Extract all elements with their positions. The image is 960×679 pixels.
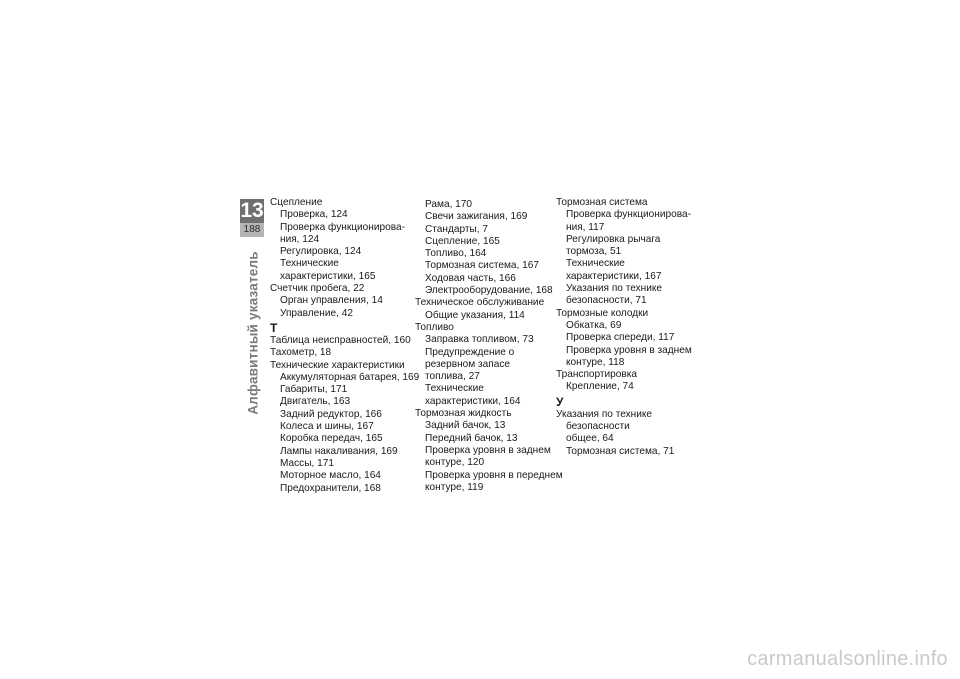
index-subentry: Предупреждение о [425, 346, 515, 358]
index-entry: Тормозная жидкость [415, 408, 512, 420]
index-subentry: Массы, 171 [280, 457, 334, 469]
index-subentry: Проверка уровня в заднем [425, 444, 551, 456]
watermark-text: carmanualsonline.info [747, 648, 948, 670]
index-subentry: Проверка уровня в переднем [425, 469, 563, 481]
index-subentry: Электрооборудование, 168 [425, 285, 553, 297]
index-subentry: Технические [425, 383, 484, 395]
index-subentry: Аккумуляторная батарея, 169 [280, 371, 420, 383]
index-subentry: Заправка топливом, 73 [425, 334, 534, 346]
page-number: 188 [240, 223, 264, 237]
index-subentry: Предохранители, 168 [280, 482, 381, 494]
index-subentry: Проверка функционирова- [280, 221, 405, 233]
index-column-1 [270, 197, 420, 495]
index-subentry: безопасности [566, 421, 630, 433]
index-subentry: тормоза, 51 [566, 246, 622, 258]
index-subentry: Передний бачок, 13 [425, 432, 518, 444]
chapter-tab [240, 199, 264, 237]
index-subentry: безопасности, 71 [566, 295, 647, 307]
index-subentry: характеристики, 165 [280, 270, 376, 282]
index-subentry: Указания по технике [566, 283, 663, 295]
index-subentry: Проверка уровня в заднем [566, 344, 692, 356]
index-entry: Счетчик пробега, 22 [270, 283, 365, 295]
index-subentry: Габариты, 171 [280, 384, 348, 396]
index-subentry: ния, 124 [280, 233, 320, 245]
index-entry: Технические характеристики [270, 359, 405, 371]
index-subentry: характеристики, 164 [425, 395, 521, 407]
index-entry: Тормозные колодки [556, 307, 649, 319]
index-subentry: Регулировка, 124 [280, 246, 362, 258]
index-subentry: Тормозная система, 167 [425, 260, 539, 272]
section-title-vertical: Алфавитный указатель [245, 251, 261, 415]
index-subentry: Сцепление, 165 [425, 235, 500, 247]
index-letter-heading: У [556, 394, 564, 409]
index-subentry: Моторное масло, 164 [280, 470, 381, 482]
index-letter-heading: Т [270, 320, 278, 335]
chapter-number: 13 [240, 199, 264, 222]
index-subentry: Задний бачок, 13 [425, 420, 506, 432]
index-subentry: Задний редуктор, 166 [280, 408, 382, 420]
index-subentry: Стандарты, 7 [425, 223, 488, 235]
index-subentry: Ходовая часть, 166 [425, 272, 516, 284]
index-column-3 [556, 197, 698, 458]
index-subentry: Технические [280, 258, 339, 270]
index-subentry: общее, 64 [566, 433, 614, 445]
index-entry: Сцепление [270, 197, 323, 208]
index-entry: Тахометр, 18 [270, 347, 332, 359]
index-subentry: Колеса и шины, 167 [280, 421, 374, 433]
index-subentry: Общие указания, 114 [425, 309, 525, 321]
index-entry: Тормозная система [556, 197, 648, 208]
index-subentry: Управление, 42 [280, 307, 353, 319]
index-entry: Таблица неисправностей, 160 [270, 334, 411, 346]
index-subentry: характеристики, 167 [566, 270, 662, 282]
index-subentry: Проверка спереди, 117 [566, 332, 675, 344]
index-subentry: топлива, 27 [425, 371, 480, 383]
index-subentry: Обкатка, 69 [566, 319, 622, 331]
index-subentry: контуре, 118 [566, 356, 625, 368]
index-subentry: Рама, 170 [425, 199, 473, 210]
index-entry: Техническое обслуживание [415, 297, 545, 309]
index-subentry: Орган управления, 14 [280, 295, 383, 307]
index-subentry: контуре, 119 [425, 481, 484, 493]
index-entry: Транспортировка [556, 369, 638, 381]
index-subentry: Технические [566, 258, 625, 270]
index-subentry: Регулировка рычага [566, 233, 661, 245]
index-entry: Топливо [415, 321, 454, 333]
index-entry: Указания по технике [556, 408, 653, 420]
index-subentry: Крепление, 74 [566, 381, 634, 393]
index-subentry: Тормозная система, 71 [566, 445, 675, 457]
index-subentry: Коробка передач, 165 [280, 433, 383, 445]
index-subentry: Проверка функционирова- [566, 209, 691, 221]
index-subentry: Двигатель, 163 [280, 396, 351, 408]
index-subentry: резервном запасе [425, 358, 511, 370]
index-subentry: Топливо, 164 [425, 248, 487, 260]
index-subentry: ния, 117 [566, 221, 605, 233]
index-column-2 [415, 197, 563, 494]
index-subentry: Свечи зажигания, 169 [425, 211, 528, 223]
index-subentry: Лампы накаливания, 169 [280, 445, 398, 457]
index-subentry: Проверка, 124 [280, 209, 348, 221]
index-subentry: контуре, 120 [425, 457, 485, 469]
